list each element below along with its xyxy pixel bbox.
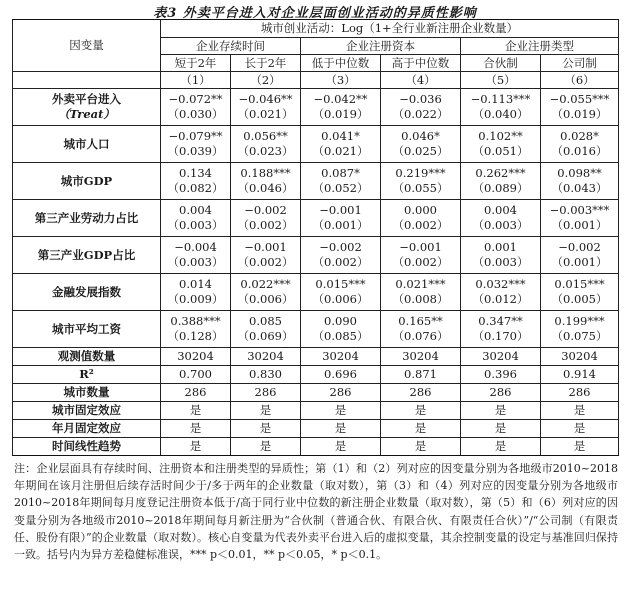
standard-error: （0.002） [392,218,449,232]
standard-error: （0.089） [472,181,529,195]
coefficient-value: 0.102** [478,129,523,143]
coefficient-cell [461,163,541,200]
variable-label: 金融发展指数 [52,284,121,299]
column-number: （4） [381,72,461,89]
stat-value: 是 [301,420,381,438]
standard-error: （0.005） [551,292,608,306]
stat-row [13,402,619,420]
stat-value: 0.396 [461,366,541,384]
coefficient-cell [301,163,381,200]
standard-error: （0.002） [237,255,294,269]
stat-value: 是 [231,438,301,456]
coefficient-cell [381,274,461,311]
variable-name [13,126,161,163]
variable-row [13,163,619,200]
standard-error: （0.025） [392,144,449,158]
coefficient-cell [461,311,541,348]
stat-value: 是 [161,402,231,420]
variable-name [13,311,161,348]
standard-error: （0.128） [167,329,224,343]
standard-error: （0.012） [472,292,529,306]
standard-error: （0.009） [167,292,224,306]
column-number: （3） [301,72,381,89]
empty-cell [13,72,161,89]
stat-value: 是 [301,438,381,456]
stat-value: 30204 [231,348,301,366]
coefficient-cell [231,89,301,126]
coefficient-value: −0.002 [319,240,362,254]
coefficient-value: 0.004 [484,203,517,217]
coefficient-value: 0.000 [404,203,437,217]
stat-value: 0.696 [301,366,381,384]
stat-value: 是 [461,402,541,420]
stat-value: 286 [161,384,231,402]
coefficient-cell [231,311,301,348]
coefficient-value: −0.001 [244,240,287,254]
variable-row [13,200,619,237]
standard-error: （0.069） [237,329,294,343]
column-number: （5） [461,72,541,89]
variable-sublabel: （Treat） [58,107,115,121]
coefficient-value: 0.046* [401,129,440,143]
coefficient-value: 0.098** [557,166,602,180]
coefficient-value: 0.014 [179,277,212,291]
variable-name [13,163,161,200]
coefficient-cell [161,89,231,126]
standard-error: （0.001） [551,255,608,269]
variable-label: 第三产业GDP占比 [37,247,136,262]
coefficient-value: 0.085 [249,314,282,328]
coefficient-value: 0.041* [321,129,360,143]
variable-label: 外卖平台进入 [52,92,121,106]
standard-error: （0.003） [167,218,224,232]
coefficient-cell [161,200,231,237]
standard-error: （0.006） [312,292,369,306]
coefficient-value: −0.036 [399,92,442,106]
stat-value: 0.830 [231,366,301,384]
standard-error: （0.051） [472,144,529,158]
coefficient-cell [231,126,301,163]
stat-value: 是 [541,420,619,438]
coefficient-value: −0.002 [244,203,287,217]
group-header-capital: 企业注册资本 [301,38,461,55]
standard-error: （0.021） [237,107,294,121]
variable-name [13,200,161,237]
stat-value: 是 [231,402,301,420]
coefficient-value: 0.015*** [554,277,605,291]
group-header-survival: 企业存续时间 [161,38,301,55]
standard-error: （0.055） [392,181,449,195]
coefficient-value: −0.072** [168,92,223,106]
stat-value: 286 [381,384,461,402]
coefficient-cell [301,311,381,348]
coefficient-cell [541,311,619,348]
coefficient-value: 0.347** [478,314,523,328]
coefficient-value: −0.079** [168,129,223,143]
coefficient-value: −0.004 [174,240,217,254]
coefficient-cell [541,237,619,274]
coefficient-value: 0.388*** [170,314,221,328]
coefficient-value: 0.188*** [240,166,291,180]
coefficient-value: −0.003*** [549,203,610,217]
coefficient-value: 0.090 [324,314,357,328]
standard-error: （0.006） [237,292,294,306]
stat-name: 年月固定效应 [13,420,161,438]
stat-value: 0.914 [541,366,619,384]
standard-error: （0.002） [237,218,294,232]
coefficient-cell [541,89,619,126]
variable-name [13,237,161,274]
stat-value: 286 [301,384,381,402]
coefficient-cell [161,274,231,311]
standard-error: （0.046） [237,181,294,195]
coefficient-value: 0.262*** [475,166,526,180]
standard-error: （0.023） [237,144,294,158]
standard-error: （0.075） [551,329,608,343]
coefficient-value: −0.001 [319,203,362,217]
coefficient-cell [161,126,231,163]
coefficient-value: 0.134 [179,166,212,180]
standard-error: （0.022） [392,107,449,121]
stat-name: 城市数量 [13,384,161,402]
dependent-variable-header: 因变量 [13,20,161,72]
stat-name: 城市固定效应 [13,402,161,420]
variable-row [13,311,619,348]
coefficient-cell [301,237,381,274]
coefficient-value: −0.046** [238,92,293,106]
stat-value: 是 [461,420,541,438]
stat-value: 是 [301,402,381,420]
coefficient-value: 0.165** [398,314,443,328]
coefficient-value: 0.001 [484,240,517,254]
subgroup-header: 高于中位数 [381,55,461,72]
stat-value: 286 [231,384,301,402]
coefficient-cell [301,200,381,237]
coefficient-value: 0.022*** [240,277,291,291]
standard-error: （0.001） [312,218,369,232]
standard-error: （0.002） [312,255,369,269]
table-note: 注：企业层面具有存续时间、注册资本和注册类型的异质性；第（1）和（2）列对应的因变量分别为各地级市2010~2018年期间在该月注册但后续存活时间少于/多于两年的企业数量（取对数），第（3）和（4）列对应的因变量分别为各地级市2010~2018年期间每月度登记注册资本低于/高于同行业中位数的新注册企业数量（取对数），第（5）和（6）列对应的因变量分别为各地级市2010~2018年期间每月新注册为“合伙制（普通合伙、有限合伙、有限责任合伙）”/“公司制（有限责任、股份有限）”的企业数量（取对数）。核心自变量为代表外卖平台进入后的虚拟变量，其余控制变量的设定与基准回归保持一致。括号内为异方差稳健标准误，*** p＜0.01，** p＜0.05，* p＜0.1。 [14,462,618,562]
subgroup-header: 短于2年 [161,55,231,72]
variable-label: 第三产业劳动力占比 [34,210,139,225]
coefficient-value: 0.199*** [554,314,605,328]
coefficient-cell [231,163,301,200]
coefficient-cell [301,126,381,163]
stat-value: 是 [381,420,461,438]
coefficient-cell [381,311,461,348]
coefficient-cell [381,237,461,274]
stat-value: 0.700 [161,366,231,384]
stat-value: 30204 [381,348,461,366]
stat-value: 是 [161,438,231,456]
standard-error: （0.019） [551,107,608,121]
regression-table [12,19,619,456]
variable-label: 城市GDP [60,173,113,188]
column-number: （6） [541,72,619,89]
standard-error: （0.016） [551,144,608,158]
coefficient-cell [161,237,231,274]
standard-error: （0.052） [312,181,369,195]
stat-value: 是 [541,402,619,420]
standard-error: （0.085） [312,329,369,343]
coefficient-value: 0.032*** [475,277,526,291]
standard-error: （0.003） [167,255,224,269]
standard-error: （0.002） [392,255,449,269]
coefficient-cell [461,274,541,311]
subgroup-header: 合伙制 [461,55,541,72]
coefficient-cell [161,311,231,348]
coefficient-cell [461,89,541,126]
coefficient-cell [461,237,541,274]
stat-row [13,366,619,384]
variable-name [13,89,161,126]
stat-value: 是 [461,438,541,456]
variable-row [13,126,619,163]
coefficient-cell [231,237,301,274]
coefficient-value: −0.113*** [470,92,531,106]
coefficient-cell [161,163,231,200]
stat-value: 30204 [541,348,619,366]
standard-error: （0.008） [392,292,449,306]
variable-row [13,274,619,311]
coefficient-value: 0.219*** [395,166,446,180]
standard-error: （0.040） [472,107,529,121]
column-number: （1） [161,72,231,89]
coefficient-cell [541,274,619,311]
coefficient-cell [381,163,461,200]
coefficient-cell [231,200,301,237]
standard-error: （0.030） [167,107,224,121]
coefficient-cell [541,200,619,237]
coefficient-value: −0.055*** [549,92,610,106]
coefficient-value: 0.015*** [315,277,366,291]
standard-error: （0.170） [472,329,529,343]
coefficient-cell [541,163,619,200]
stat-value: 是 [231,420,301,438]
stat-name: R² [13,366,161,384]
coefficient-cell [301,89,381,126]
stat-value: 是 [381,402,461,420]
coefficient-value: −0.001 [399,240,442,254]
standard-error: （0.043） [551,181,608,195]
coefficient-value: 0.056** [243,129,288,143]
stat-value: 286 [461,384,541,402]
coefficient-value: 0.087* [321,166,360,180]
stat-value: 是 [541,438,619,456]
outcome-header: 城市创业活动：Log（1+全行业新注册企业数量） [161,20,619,38]
stat-row [13,348,619,366]
stat-value: 286 [541,384,619,402]
stat-value: 30204 [301,348,381,366]
coefficient-cell [461,126,541,163]
standard-error: （0.003） [472,255,529,269]
stat-value: 30204 [461,348,541,366]
standard-error: （0.003） [472,218,529,232]
coefficient-value: 0.004 [179,203,212,217]
standard-error: （0.039） [167,144,224,158]
coefficient-cell [231,274,301,311]
coefficient-value: −0.002 [558,240,601,254]
coefficient-value: 0.028* [560,129,599,143]
subgroup-header: 低于中位数 [301,55,381,72]
coefficient-cell [381,89,461,126]
table-title: 表3 外卖平台进入对企业层面创业活动的异质性影响 [153,6,477,21]
variable-label: 城市平均工资 [52,321,121,336]
standard-error: （0.082） [167,181,224,195]
subgroup-header: 长于2年 [231,55,301,72]
coefficient-cell [381,126,461,163]
standard-error: （0.076） [392,329,449,343]
stat-value: 是 [381,438,461,456]
coefficient-cell [301,274,381,311]
coefficient-cell [461,200,541,237]
variable-label: 城市人口 [63,136,110,151]
variable-row [13,89,619,126]
subgroup-header: 公司制 [541,55,619,72]
coefficient-value: −0.042** [313,92,368,106]
stat-name: 观测值数量 [13,348,161,366]
stat-value: 是 [161,420,231,438]
column-number: （2） [231,72,301,89]
stat-row [13,420,619,438]
stat-name: 时间线性趋势 [13,438,161,456]
standard-error: （0.021） [312,144,369,158]
stat-value: 0.871 [381,366,461,384]
variable-row [13,237,619,274]
coefficient-cell [541,126,619,163]
stat-value: 30204 [161,348,231,366]
standard-error: （0.001） [551,218,608,232]
stat-row [13,384,619,402]
coefficient-value: 0.021*** [395,277,446,291]
coefficient-cell [381,200,461,237]
stat-row [13,438,619,456]
variable-name [13,274,161,311]
standard-error: （0.019） [312,107,369,121]
group-header-type: 企业注册类型 [461,38,619,55]
